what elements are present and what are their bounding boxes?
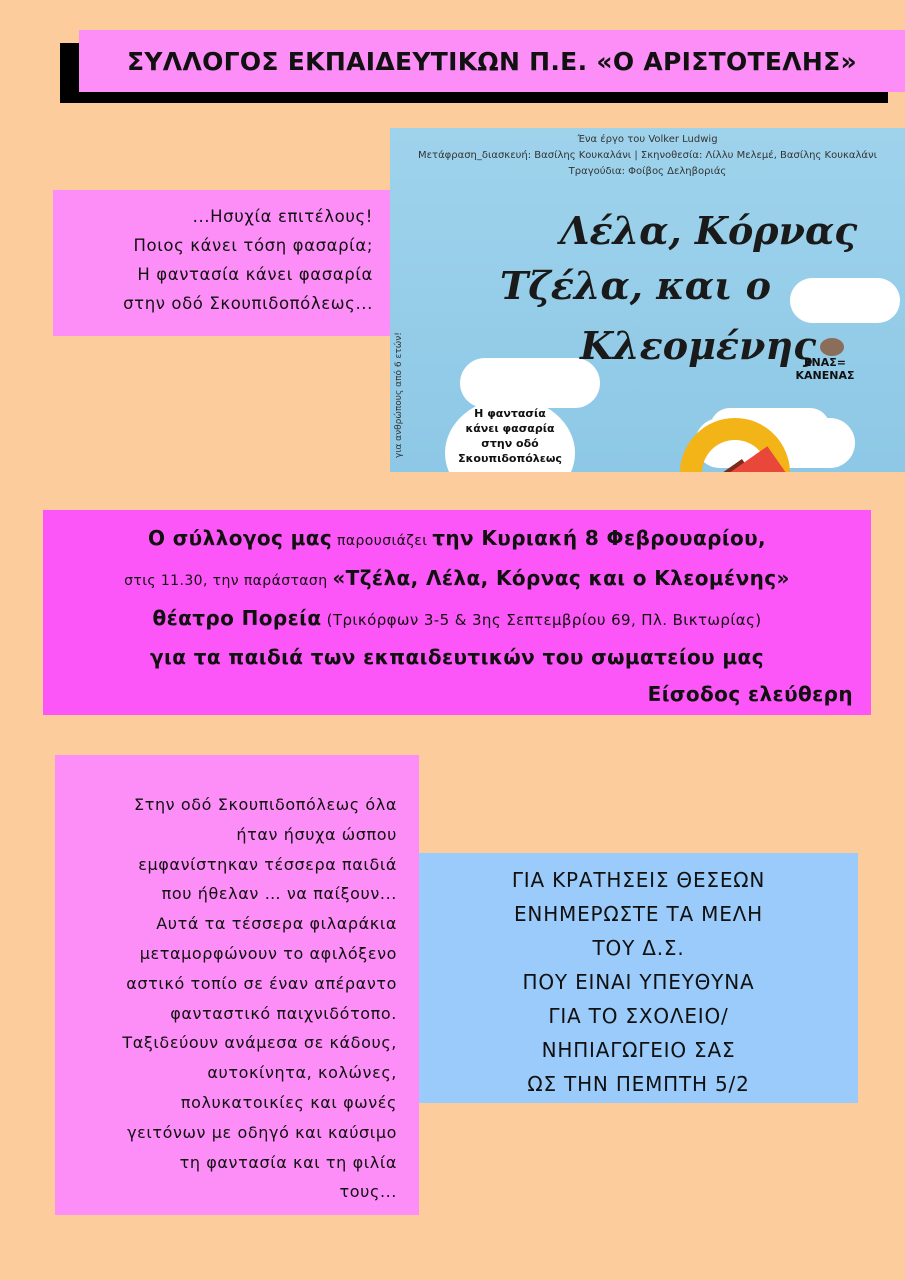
bubble-line: κάνει φασαρία [465, 422, 555, 435]
announcement-text: την Κυριακή 8 Φεβρουαρίου, [432, 526, 767, 550]
story-line: μεταμορφώνουν το αφιλόξενο [139, 943, 397, 963]
announcement-text: θέατρο Πορεία [152, 606, 322, 630]
reservations-line: ΓΙΑ ΤΟ ΣΧΟΛΕΙΟ/ [548, 1004, 729, 1028]
story-line: ήταν ήσυχα ώσπου [236, 824, 397, 844]
poster-credit: Τραγούδια: Φοίβος Δεληβοριάς [568, 166, 727, 177]
announcement-text: Ο σύλλογος μας [147, 526, 333, 550]
poster-bubble [445, 398, 575, 472]
story-line: τη φαντασία και τη φιλία [179, 1152, 397, 1172]
play-poster [390, 128, 905, 472]
quote-line: Η φαντασία κάνει φασαρία [137, 265, 373, 284]
reservations-line: ΤΟΥ Δ.Σ. [592, 936, 685, 960]
story-line: εμφανίστηκαν τέσσερα παιδιά [138, 854, 397, 874]
poster-title-2: Τζέλα, και ο [500, 263, 771, 308]
announcement-line: Είσοδος ελεύθερη [647, 682, 853, 706]
reservations-line: ΕΝΗΜΕΡΩΣΤΕ ΤΑ ΜΕΛΗ [514, 902, 763, 926]
quote-line: ...Ησυχία επιτέλους! [192, 207, 373, 226]
story-line: φανταστικό παιχνιδότοπο. [170, 1003, 397, 1023]
poster-credits [390, 132, 905, 180]
story-line: γειτόνων με οδηγό και καύσιμο [127, 1122, 397, 1142]
story-line: που ήθελαν … να παίξουν... [161, 884, 397, 904]
story-line: Στην οδό Σκουπιδοπόλεως όλα [134, 795, 397, 814]
announcement-text: την παράσταση [207, 573, 333, 589]
story-line: Αυτά τα τέσσερα φιλαράκια [156, 914, 397, 934]
reservations-line: ΩΣ ΤΗΝ ΠΕΜΠΤΗ 5/2 [527, 1072, 750, 1096]
story-box [55, 755, 419, 1215]
quote-box [53, 190, 398, 336]
reservations-line: ΝΗΠΙΑΓΩΓΕΙΟ ΣΑΣ [541, 1038, 736, 1062]
poster-title-3: Κλεομένης [580, 323, 817, 368]
page-title-text: ΣΥΛΛΟΓΟΣ ΕΚΠΑΙΔΕΥΤΙΚΩΝ Π.Ε. «Ο ΑΡΙΣΤΟΤΕΛΗΣ» [127, 46, 857, 76]
bubble-line: Η φαντασία [474, 407, 546, 420]
reservations-line: ΠΟΥ ΕΙΝΑΙ ΥΠΕΥΘΥΝΑ [522, 970, 755, 994]
quote-line: στην οδό Σκουπιδοπόλεως... [123, 294, 373, 313]
story-line: Ταξιδεύουν ανάμεσα σε κάδους, [122, 1033, 397, 1053]
announcement-line [43, 600, 871, 639]
bird-text: ΕΝΑΣ= ΚΑΝΕΝΑΣ [795, 356, 855, 382]
story-line: πολυκατοικίες και φωνές [180, 1092, 397, 1112]
poster-side-text: για ανθρώπους από 6 ετών! [394, 332, 404, 458]
announcement-text: «Τζέλα, Λέλα, Κόρνας και ο Κλεομένης» [332, 566, 790, 590]
poster-title-1: Λέλα, Κόρνας [560, 208, 858, 253]
poster-credit: Ένα έργο του Volker Ludwig [577, 134, 718, 145]
announcement-text: παρουσιάζει [332, 533, 433, 549]
announcement-line: για τα παιδιά των εκπαιδευτικών του σωματείου μας [150, 645, 764, 669]
bubble-line: Σκουπιδοπόλεως [458, 452, 562, 465]
story-line: τους... [339, 1182, 397, 1202]
announcement-line [43, 520, 871, 560]
quote-line: Ποιος κάνει τόση φασαρία; [133, 236, 373, 255]
cloud [790, 278, 900, 323]
story-line: αυτοκίνητα, κολώνες, [207, 1063, 397, 1083]
bird-icon [820, 338, 844, 356]
reservations-box [419, 853, 858, 1103]
bubble-line: στην οδό [481, 437, 539, 450]
announcement-text: (Τρικόρφων 3-5 & 3ης Σεπτεμβρίου 69, Πλ. Βικτωρίας) [321, 611, 762, 629]
story-line: αστικό τοπίο σε έναν απέραντο [126, 973, 397, 993]
page-title [79, 30, 905, 92]
announcement-box [43, 510, 871, 715]
announcement-text: στις 11.30, [124, 573, 208, 589]
poster-credit: Μετάφραση_διασκευή: Βασίλης Κουκαλάνι | Σκηνοθεσία: Λίλλυ Μελεμέ, Βασίλης Κουκαλάνι [418, 150, 877, 161]
announcement-line [43, 560, 871, 600]
reservations-line: ΓΙΑ ΚΡΑΤΗΣΕΙΣ ΘΕΣΕΩΝ [511, 868, 766, 892]
